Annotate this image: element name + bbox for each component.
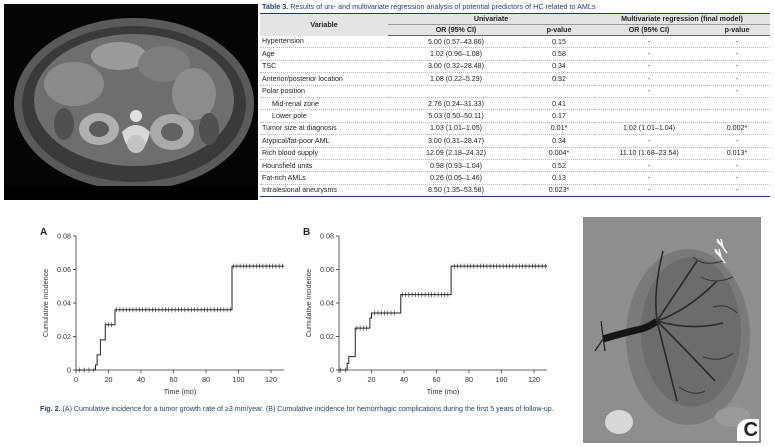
chart-b — [299, 228, 557, 398]
chart-a-y-tick-label: 0.08 — [57, 231, 71, 241]
cell-uni-or: 5.03 (0.50–50.11) — [428, 112, 484, 121]
cell-uni-p: 0.41 — [552, 99, 566, 108]
cell-uni-p: 0.58 — [552, 50, 566, 59]
cell-uni-or: 0.98 (0.93–1.04) — [429, 161, 483, 170]
cell-multi-or: - — [647, 37, 651, 46]
header-multivariate: Multivariate regression (final model) — [594, 14, 770, 25]
chart-a-x-axis-label: Time (mo) — [163, 387, 197, 396]
cell-variable: Age — [262, 50, 275, 59]
angiogram-drawing — [583, 217, 761, 443]
cell-uni-p: 0.15 — [552, 37, 566, 46]
cell-multi-or: 11.10 (1.68–23.54) — [619, 149, 679, 158]
chart-b-x-tick-label: 60 — [432, 375, 441, 384]
table-row — [260, 184, 770, 196]
angiogram-letter: C — [743, 419, 758, 441]
cell-multi-p: - — [735, 37, 739, 46]
cell-uni-p: 0.13 — [552, 173, 566, 182]
cell-uni-p: 0.17 — [552, 112, 566, 121]
chart-a-x-tick-label: 100 — [232, 375, 245, 384]
chart-a — [36, 228, 294, 398]
chart-a-x-tick-label: 20 — [104, 375, 113, 384]
cell-uni-p: 0.92 — [552, 74, 566, 83]
table-row — [260, 110, 770, 122]
table-row — [260, 159, 770, 171]
chart-b-x-tick-label: 40 — [400, 375, 408, 384]
chart-b-x-tick-label: 80 — [465, 375, 473, 384]
header-multi-p: p-value — [704, 25, 770, 36]
chart-a-y-tick-label: 0.06 — [57, 265, 71, 274]
figure-caption — [40, 403, 560, 415]
chart-b-x-tick-label: 0 — [337, 375, 341, 384]
panel-b-letter: B — [303, 227, 311, 238]
cell-uni-or: 0.26 (0.05–1.46) — [429, 173, 483, 182]
cell-uni-or: 3.00 (0.31–28.47) — [427, 136, 484, 145]
table-body — [260, 36, 770, 197]
chart-b-y-tick-label: 0.08 — [320, 231, 334, 241]
chart-b-x-tick-label: 100 — [495, 375, 508, 384]
cell-multi-p: - — [735, 161, 739, 170]
chart-a-x-tick-label: 40 — [137, 375, 145, 384]
chart-b-y-tick-label: 0.04 — [320, 298, 334, 308]
cell-multi-or: - — [647, 50, 651, 59]
chart-b-y-axis-label: Cumulative incidence — [304, 268, 313, 338]
cell-variable: Fat-rich AMLs — [262, 173, 306, 182]
table-row — [260, 147, 770, 159]
cell-multi-or: 1.02 (1.01–1.04) — [622, 124, 676, 133]
chart-a-series-line — [76, 266, 284, 370]
table-row — [260, 60, 770, 72]
header-multi-or: OR (95% CI) — [594, 25, 704, 36]
cell-uni-or: 1.03 (1.01–1.05) — [429, 124, 483, 133]
cell-multi-p: - — [735, 74, 739, 83]
cell-uni-p — [524, 85, 594, 97]
cell-uni-p: 0.004* — [548, 149, 570, 158]
ct-scan-drawing — [4, 4, 258, 200]
chart-b-y-tick-label: 0.06 — [320, 265, 334, 274]
header-univariate: Univariate — [388, 14, 594, 25]
cell-multi-p: - — [735, 136, 739, 145]
cell-multi-p — [704, 97, 770, 109]
chart-a-y-tick-label: 0.02 — [57, 332, 71, 341]
cell-multi-p: - — [735, 173, 739, 182]
cell-multi-or: - — [647, 62, 651, 71]
cell-uni-p: 0.34 — [552, 136, 566, 145]
figure-caption-label: Fig. 2. — [40, 405, 61, 413]
header-uni-p: p-value — [524, 25, 594, 36]
figure-caption-text: (A) Cumulative incidence for a tumor growth rate of ≥3 mm/year. (B) Cumulative incidence for hemorrhagic complications during the first 5 years of follow-up. — [62, 405, 554, 413]
cell-multi-p: 0.002* — [726, 124, 748, 133]
cell-variable: Polar position — [262, 87, 305, 96]
cell-uni-p: 0.023* — [548, 186, 570, 195]
cell-multi-p: 0.013* — [726, 149, 748, 158]
cell-multi-or: - — [647, 87, 651, 96]
table-caption — [262, 2, 595, 11]
chart-b-x-axis-label: Time (mo) — [426, 387, 460, 396]
chart-a-x-tick-label: 80 — [202, 375, 210, 384]
table-row — [260, 36, 770, 48]
table-row — [260, 73, 770, 85]
cell-multi-p: - — [735, 62, 739, 71]
cell-variable: Anterior/posterior location — [262, 74, 343, 83]
cell-multi-or: - — [647, 173, 651, 182]
chart-b-y-tick-label: 0 — [330, 365, 334, 375]
panel-a-letter: A — [40, 227, 48, 238]
header-uni-or: OR (95% CI) — [388, 25, 524, 36]
chart-a-y-tick-label: 0 — [67, 365, 71, 375]
table-row — [260, 122, 770, 134]
cell-uni-or: 5.00 (0.57–43.86) — [427, 37, 484, 46]
table-row — [260, 48, 770, 60]
cell-multi-or: - — [647, 186, 651, 195]
cell-variable: Hounsfield units — [262, 161, 313, 170]
cell-variable: Intralesional aneurysms — [262, 186, 337, 195]
cell-multi-or: - — [647, 74, 651, 83]
table-row — [260, 172, 770, 184]
cell-multi-or — [594, 110, 704, 122]
header-variable: Variable — [260, 14, 388, 36]
cell-variable: Mid-renal zone — [272, 99, 319, 108]
cell-uni-or: 2.76 (0.24–31.33) — [427, 99, 484, 108]
cell-uni-p: 0.01* — [550, 124, 568, 133]
cell-multi-p — [704, 110, 770, 122]
table-caption-label: Table 3. — [262, 2, 289, 11]
cell-uni-or: 3.00 (0.32–28.48) — [427, 62, 484, 71]
cell-multi-or: - — [647, 161, 651, 170]
chart-a-x-tick-label: 120 — [265, 375, 277, 384]
cell-variable: TSC — [262, 62, 277, 71]
chart-b-y-tick-label: 0.02 — [320, 332, 334, 341]
ct-scan-image — [4, 4, 258, 200]
chart-b-series-line — [339, 266, 547, 370]
cell-variable: Hypertension — [262, 37, 304, 46]
cell-uni-or: 12.09 (2.18–24.32) — [426, 149, 486, 158]
table-row — [260, 97, 770, 109]
angiogram-image — [583, 217, 761, 443]
table-caption-text: Results of uni- and multivariate regression analysis of potential predictors of HC related to AMLs — [290, 2, 596, 11]
chart-a-y-tick-label: 0.04 — [57, 298, 71, 308]
chart-a-y-axis-label: Cumulative incidence — [41, 268, 50, 338]
cell-multi-or: - — [647, 136, 651, 145]
cell-variable: Rich blood supply — [262, 149, 318, 158]
regression-results-table — [260, 13, 770, 197]
cell-uni-or — [388, 85, 524, 97]
chart-a-x-tick-label: 60 — [169, 375, 178, 384]
cell-multi-or — [594, 97, 704, 109]
table-row — [260, 135, 770, 147]
cell-multi-p: - — [735, 87, 739, 96]
cell-uni-or: 1.08 (0.22–5.29) — [429, 74, 483, 83]
cell-uni-p: 0.52 — [552, 161, 566, 170]
table-row — [260, 85, 770, 97]
cell-multi-p: - — [735, 186, 739, 195]
cell-variable: Atypical/fat-poor AML — [262, 136, 330, 145]
chart-b-x-tick-label: 120 — [528, 375, 540, 384]
cell-variable: Tumor size at diagnosis — [262, 124, 337, 133]
cell-uni-or: 1.02 (0.96–1.08) — [429, 50, 483, 59]
cell-uni-or: 8.50 (1.35–53.58) — [427, 186, 484, 195]
cell-variable: Lower pole — [272, 112, 307, 121]
table-header-row-1 — [260, 14, 770, 25]
cell-uni-p: 0.34 — [552, 62, 566, 71]
chart-a-x-tick-label: 0 — [74, 375, 78, 384]
cell-multi-p: - — [735, 50, 739, 59]
chart-b-x-tick-label: 20 — [367, 375, 376, 384]
